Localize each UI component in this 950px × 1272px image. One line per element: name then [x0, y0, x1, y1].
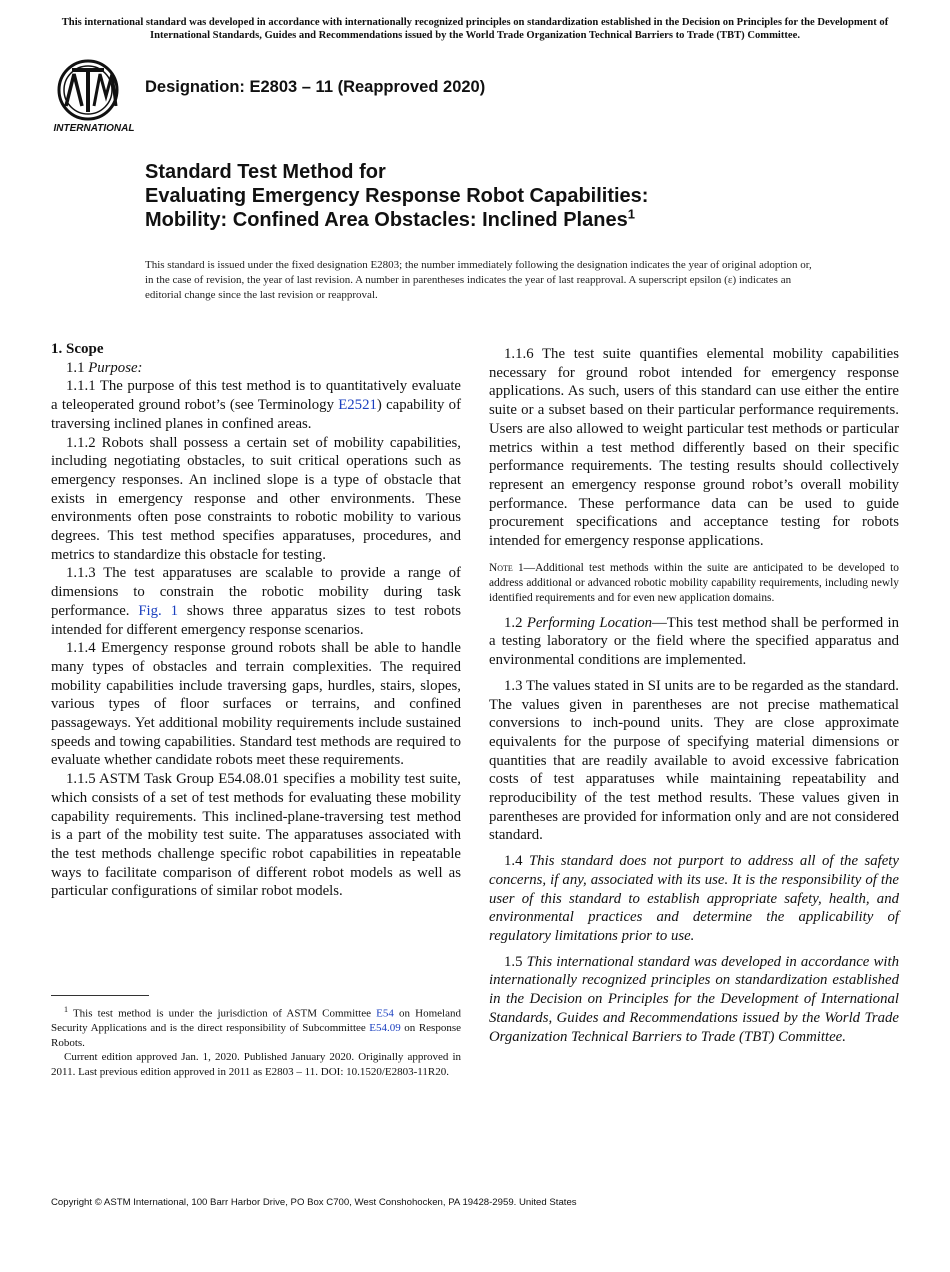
section-1-1-2: 1.1.2 Robots shall possess a certain set of mobility capabilities, including negotiating obstacles, to suit critical operations such as emergency responses. An inclined slope is a type of obstacle that exists in emergency response and other environments. These environments often pose constraints to robotic mobility to various degrees. This test method specifies apparatuses, procedures, and metrics to standardize this obstacle for testing. — [51, 434, 461, 563]
title-line-2: Evaluating Emergency Response Robot Capabilities: — [145, 185, 649, 207]
footnotes — [51, 1003, 461, 1079]
section-1-1-6: 1.1.6 The test suite quantifies elemental mobility capabilities necessary for ground robot intended for emergency response applications. As such, users of this standard can use either the entire suite or a subset based on their particular performance requirements. Users are also allowed to weight particular test methods or particular metrics within a test method differently based on their specific performance requirements. The testing results should collectively represent an emergency response ground robot’s overall mobility performance. These performance data can be used to guide procurement specifications and acceptance testing for robots intended for emergency response applications. — [489, 346, 899, 550]
title-line-1: Standard Test Method for — [145, 161, 386, 183]
left-column — [51, 340, 461, 901]
document-title — [145, 160, 865, 232]
section-1-3: 1.3 The values stated in SI units are to be regarded as the standard. The values given in parentheses are not precise mathematical conversions to inch-pound units. They are close approximate equivalents for the purpose of specifying material dimensions or quantities that are readily available to avoid excessive fabrication costs of test apparatuses while maintaining repeatability and reproducibility of the test method results. These values given in parentheses are provided for information only and are not considered standard. — [489, 677, 899, 844]
adoption-notice: This international standard was developed in accordance with internationally recognized principles on standardization established in the Decision on Principles for the Development of International Standards, Guides and Recommendations issued by the World Trade Organization Technical Barriers to Trade (TBT) Committee. — [61, 17, 889, 41]
designation: Designation: E2803 – 11 (Reapproved 2020) — [145, 78, 486, 96]
scope-heading: 1. Scope — [51, 341, 104, 357]
footnote-edition: Current edition approved Jan. 1, 2020. Published January 2020. Originally approved in 2011. Last previous edition approved in 2011 as E2803 – 11. DOI: 10.1520/E2803-11R20. — [51, 1051, 461, 1078]
footnote-1: $^1$ This test method is under the jurisdiction of ASTM Committee E54 on Homeland Security Applications and is the direct responsibility of Subcommittee E54.09 on Response Robots. — [51, 1005, 461, 1049]
fig-1-link[interactable]: Fig. 1 — [138, 602, 178, 619]
issue-note: This standard is issued under the fixed designation E2803; the number immediately following the designation indicates the year of original adoption or, in the case of revision, the year of last revision. A number in parentheses indicates the year of last reapproval. A superscript epsilon (ε) indicates an editorial change since the last revision or reapproval. — [145, 259, 812, 301]
e54-09-link[interactable]: E54.09 — [369, 1022, 401, 1035]
e2521-link[interactable]: E2521 — [338, 397, 377, 414]
title-footnote-mark: 1 — [627, 206, 635, 222]
copyright-line: Copyright © ASTM International, 100 Barr Harbor Drive, PO Box C700, West Conshohocken, PA 19428-2959. United States — [51, 1197, 577, 1208]
section-1-1-4: 1.1.4 Emergency response ground robots shall be able to handle many types of obstacles and terrain complexities. The required mobility capabilities include traversing gaps, hurdles, stairs, slopes, various types of floor surfaces or terrains, and confined passageways. Yet additional mobility requirements include sustained speeds and towing capabilities. Standard test methods are required to evaluate whether candidate robots meet these requirements. — [51, 640, 461, 769]
note-1: Note 1—Additional test methods within the suite are anticipated to be developed to address additional or advanced robotic mobility capability requirements, including newly identified requirements and for even new application domains. — [489, 561, 899, 604]
svg-text:INTERNATIONAL: INTERNATIONAL — [53, 123, 135, 134]
footnote-rule — [51, 995, 149, 996]
section-1-5: 1.5 This international standard was developed in accordance with internationally recognized principles on standardization established in the Decision on Principles for the Development of International Standards, Guides and Recommendations issued by the World Trade Organization Technical Barriers to Trade (TBT) Committee. — [489, 953, 899, 1045]
title-line-3: Mobility: Confined Area Obstacles: Inclined Planes$^1$ — [145, 206, 635, 231]
section-1-1: 1.1 Purpose: — [66, 359, 143, 376]
section-1-1-5: 1.1.5 ASTM Task Group E54.08.01 specifies a mobility test suite, which consists of a set of test methods for evaluating these mobility capability requirements. This inclined-plane-traversing test method is a part of the mobility test suite. The apparatuses associated with the test methods challenge specific robot capabilities in repeatable ways to facilitate comparison of different robot models as well as particular configurations of similar robot models. — [51, 771, 461, 900]
right-column — [489, 345, 899, 1046]
section-1-1-3: 1.1.3 The test apparatuses are scalable to provide a range of dimensions to constrain the robotic mobility during task performance. Fig. 1 shows three apparatus sizes to test robots intended for different emergency response scenarios. — [51, 565, 461, 638]
section-1-4: 1.4 This standard does not purport to address all of the safety concerns, if any, associated with its use. It is the responsibility of the user of this standard to establish appropriate safety, health, and environmental practices and determine the applicability of regulatory limitations prior to use. — [489, 853, 899, 944]
section-1-2: 1.2 Performing Location—This test method shall be performed in a testing laboratory or the field where the specified apparatus and environmental conditions are implemented. — [489, 614, 900, 669]
astm-logo — [52, 56, 136, 134]
e54-link[interactable]: E54 — [376, 1007, 394, 1020]
section-1-1-1: 1.1.1 The purpose of this test method is to quantitatively evaluate a teleoperated ground robot’s (see Terminology E2521) capability of traversing inclined planes in confined areas. — [51, 378, 461, 432]
